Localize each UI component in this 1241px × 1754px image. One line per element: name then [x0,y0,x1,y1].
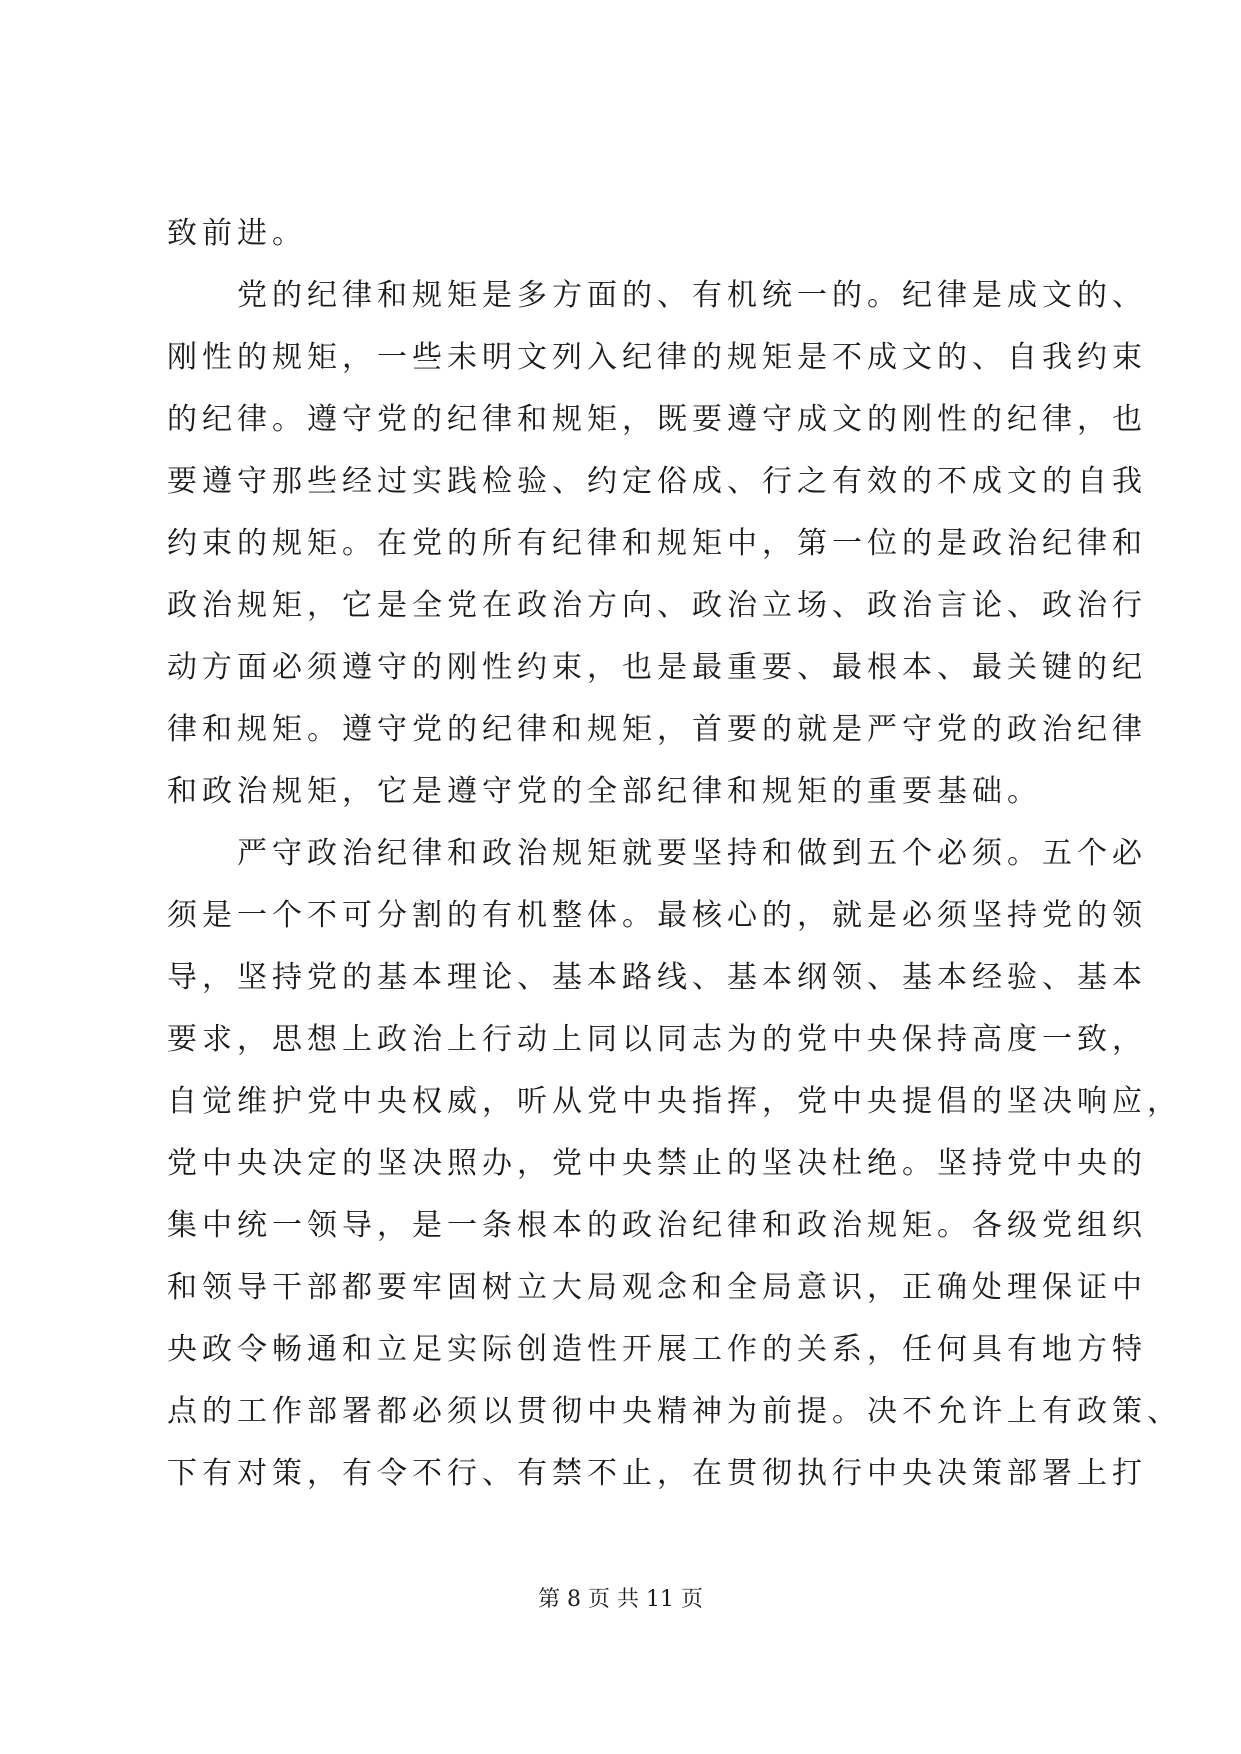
text-line: 致前进。 [167,216,307,251]
page-footer: 第 8 页 共 11 页 [538,1587,703,1612]
text-line: 动方面必须遵守的刚性约束，也是最重要、最根本、最关键的纪 [167,650,1147,685]
text-line: 要遵守那些经过实践检验、约定俗成、行之有效的不成文的自我 [167,464,1147,499]
text-line: 自觉维护党中央权威，听从党中央指挥，党中央提倡的坚决响应， [167,1084,1182,1119]
text-line: 点的工作部署都必须以贯彻中央精神为前提。决不允许上有政策、 [167,1394,1182,1429]
text-line: 导，坚持党的基本理论、基本路线、基本纲领、基本经验、基本 [167,960,1147,995]
text-line: 政治规矩，它是全党在政治方向、政治立场、政治言论、政治行 [167,588,1147,623]
text-line: 党的纪律和规矩是多方面的、有机统一的。纪律是成文的、 [167,278,1147,313]
text-line: 和领导干部都要牢固树立大局观念和全局意识，正确处理保证中 [167,1270,1147,1305]
body-text [167,203,1182,1505]
text-line: 和政治规矩，它是遵守党的全部纪律和规矩的重要基础。 [167,774,1042,809]
text-line: 下有对策，有令不行、有禁不止，在贯彻执行中央决策部署上打 [167,1456,1147,1491]
text-line: 约束的规矩。在党的所有纪律和规矩中，第一位的是政治纪律和 [167,526,1147,561]
text-line: 刚性的规矩，一些未明文列入纪律的规矩是不成文的、自我约束 [167,340,1147,375]
text-line: 集中统一领导，是一条根本的政治纪律和政治规矩。各级党组织 [167,1208,1147,1243]
text-line: 要求，思想上政治上行动上同以同志为的党中央保持高度一致， [167,1022,1147,1057]
text-line: 的纪律。遵守党的纪律和规矩，既要遵守成文的刚性的纪律，也 [167,402,1147,437]
text-line: 央政令畅通和立足实际创造性开展工作的关系，任何具有地方特 [167,1332,1147,1367]
text-line: 严守政治纪律和政治规矩就要坚持和做到五个必须。五个必 [167,836,1147,871]
text-line: 党中央决定的坚决照办，党中央禁止的坚决杜绝。坚持党中央的 [167,1146,1147,1181]
text-line: 须是一个不可分割的有机整体。最核心的，就是必须坚持党的领 [167,898,1147,933]
text-line: 律和规矩。遵守党的纪律和规矩，首要的就是严守党的政治纪律 [167,712,1147,747]
